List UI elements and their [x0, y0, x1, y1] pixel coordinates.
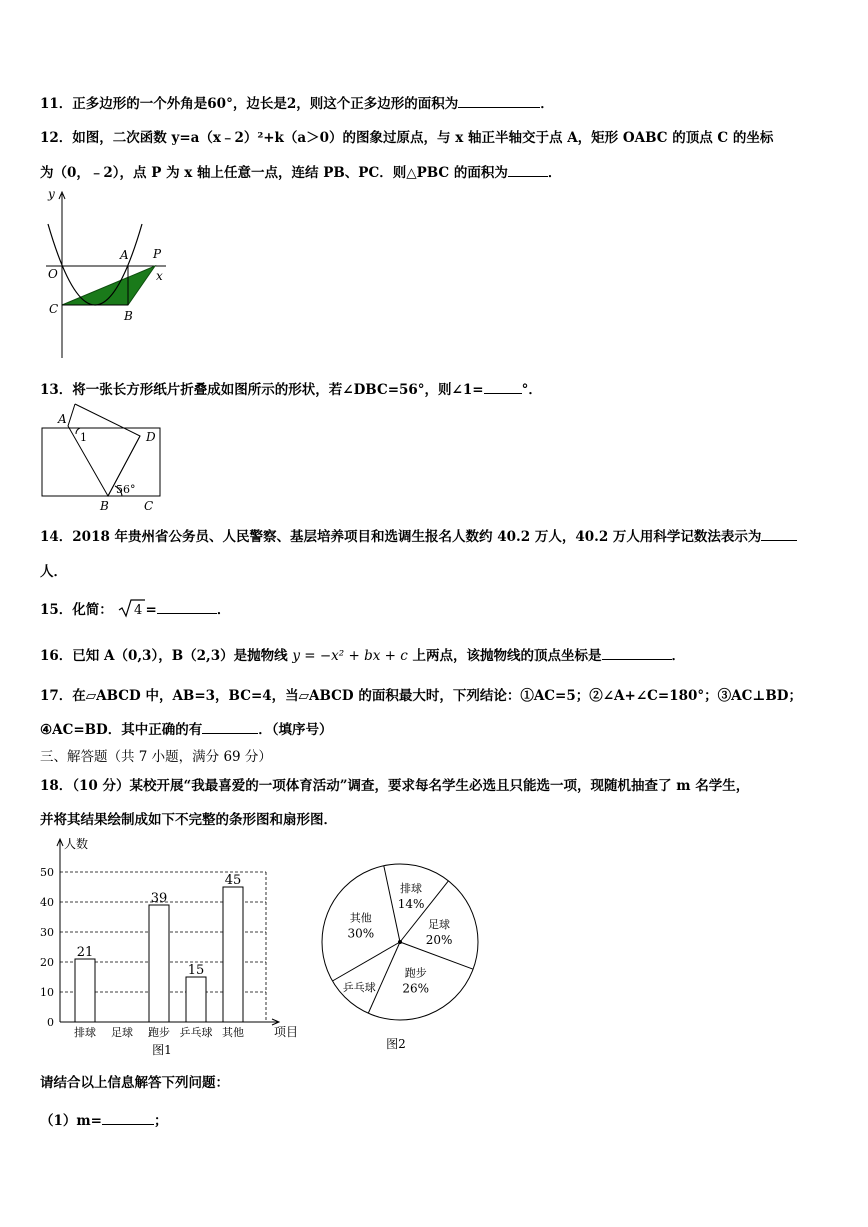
triangle-pbc	[62, 266, 155, 305]
x-tick-label: 乒乓球	[179, 1026, 213, 1039]
label-p: P	[153, 247, 162, 261]
pie-slice-label: 排球	[400, 881, 423, 895]
section-heading: 三、解答题（共 7 小题，满分 69 分）	[40, 749, 272, 765]
label-d: D	[146, 430, 156, 444]
question-15	[40, 598, 230, 618]
q16-text: 16．已知 A（0,3），B（2,3）是抛物线	[40, 648, 288, 664]
pie-slice-percent: 20%	[425, 933, 453, 948]
label-c: C	[144, 499, 154, 513]
sub-question-1	[40, 1109, 168, 1129]
sub1-text: （1）m=	[40, 1113, 102, 1129]
chart-caption: 图2	[386, 1037, 406, 1051]
question-12-line2	[40, 161, 561, 181]
sub1-blank	[102, 1110, 154, 1125]
bar	[223, 887, 243, 1022]
y-tick-label: 50	[40, 866, 54, 879]
pie-slice-label: 跑步	[404, 966, 427, 980]
question-14-line1	[40, 525, 797, 545]
q15-text: 15．化简：	[40, 602, 113, 618]
bar-data-label: 45	[224, 873, 242, 888]
sqrt-symbol	[118, 598, 146, 618]
q11-text: 11．正多边形的一个外角是60°，边长是2，则这个正多边形的面积为	[40, 96, 459, 112]
q15-blank	[157, 599, 217, 614]
question-11	[40, 92, 554, 112]
question-17-line1: 17．在▱ABCD 中，AB=3，BC=4，当▱ABCD 的面积最大时，下列结论：①AC=5；②∠A+∠C=180°；③AC⊥BD；	[40, 688, 802, 704]
label-o: O	[48, 267, 58, 281]
question-13	[40, 378, 542, 398]
label-angle-1: 1	[80, 431, 87, 444]
q13-text: 13．将一张长方形纸片折叠成如图所示的形状，若∠DBC=56°，则∠1=	[40, 382, 484, 398]
answer-prompt: 请结合以上信息解答下列问题：	[40, 1075, 229, 1091]
x-tick-label: 足球	[111, 1026, 133, 1039]
question-16	[40, 644, 685, 664]
q14-blank	[761, 526, 797, 541]
q16-formula: = −x² + bx + c	[299, 648, 408, 664]
question-18-line1: 18．（10 分）某校开展“我最喜爱的一项体育活动”调查，要求每名学生必选且只能选一项，现随机抽查了 m 名学生，	[40, 778, 750, 794]
bar-data-label: 15	[187, 963, 205, 978]
folded-paper-figure	[38, 398, 166, 514]
label-a: A	[58, 412, 67, 426]
y-tick-label: 0	[47, 1016, 54, 1029]
label-a: A	[120, 248, 129, 262]
x-tick-label: 排球	[74, 1026, 96, 1039]
q12-tail: ．	[547, 165, 562, 181]
y-tick-label: 10	[40, 986, 54, 999]
pie-chart	[316, 836, 486, 1058]
rectangle-paper	[42, 428, 160, 496]
question-18-line2: 并将其结果绘制成如下不完整的条形图和扇形图．	[40, 812, 337, 828]
x-axis-label: 项目	[274, 1025, 299, 1039]
q11-blank	[458, 93, 540, 108]
bar	[186, 977, 206, 1022]
bar	[75, 959, 95, 1022]
q17-text: ④AC=BD．其中正确的有	[40, 722, 203, 738]
x-tick-label: 跑步	[148, 1026, 170, 1039]
q12-blank	[508, 162, 548, 177]
bar-chart	[38, 834, 308, 1060]
q17-blank	[202, 719, 258, 734]
label-b: B	[100, 499, 109, 513]
label-c: C	[49, 302, 59, 316]
label-angle-56: 56°	[116, 483, 136, 496]
y-tick-label: 30	[40, 926, 54, 939]
label-b: B	[124, 309, 133, 323]
bar-data-label: 39	[150, 891, 168, 906]
y-tick-label: 20	[40, 956, 54, 969]
sub1-tail: ；	[154, 1113, 168, 1129]
pie-slice-percent: 26%	[402, 981, 430, 996]
pie-center-dot	[398, 940, 402, 944]
chart-caption: 图1	[152, 1043, 172, 1057]
q17-tail: ．（填序号）	[258, 722, 333, 738]
q14-text: 14．2018 年贵州省公务员、人民警察、基层培养项目和选调生报名人数约 40.2 万人，40.2 万人用科学记数法表示为	[40, 529, 762, 545]
q15-tail: ．	[216, 602, 231, 618]
q13-blank	[484, 379, 522, 394]
question-12-line1: 12．如图，二次函数 y=a（x﹣2）²+k（a＞0）的图象过原点，与 x 轴正半轴交于点 A，矩形 OABC 的顶点 C 的坐标	[40, 130, 774, 146]
pie-slice-label: 足球	[428, 918, 451, 932]
q15-eq: =	[145, 602, 157, 618]
sqrt-arg: 4	[133, 603, 142, 618]
label-y: y	[48, 187, 55, 201]
q16-tail: ．	[671, 648, 685, 664]
q16-formula-y: y	[292, 648, 300, 664]
q11-tail: ．	[540, 96, 554, 112]
pie-slice-percent: 30%	[347, 926, 375, 941]
bar	[149, 905, 169, 1022]
question-14-line2: 人．	[40, 564, 67, 580]
q16-text2: 上两点，该抛物线的顶点坐标是	[412, 648, 602, 664]
pie-slice-label: 乒乓球	[342, 981, 376, 995]
bar-data-label: 21	[76, 945, 94, 960]
q13-tail: °．	[521, 382, 542, 398]
question-17-line2	[40, 718, 333, 738]
x-tick-label: 其他	[222, 1026, 244, 1039]
y-tick-label: 40	[40, 896, 54, 909]
parabola-figure	[40, 186, 170, 358]
pie-slice-percent: 14%	[397, 896, 425, 911]
pie-slice-label: 其他	[349, 911, 372, 925]
q16-blank	[602, 645, 672, 660]
label-x: x	[156, 269, 163, 283]
y-axis-label: 人数	[64, 837, 89, 851]
q12-text: 为（0，﹣2），点 P 为 x 轴上任意一点，连结 PB、PC．则△PBC 的面积为	[40, 165, 508, 181]
